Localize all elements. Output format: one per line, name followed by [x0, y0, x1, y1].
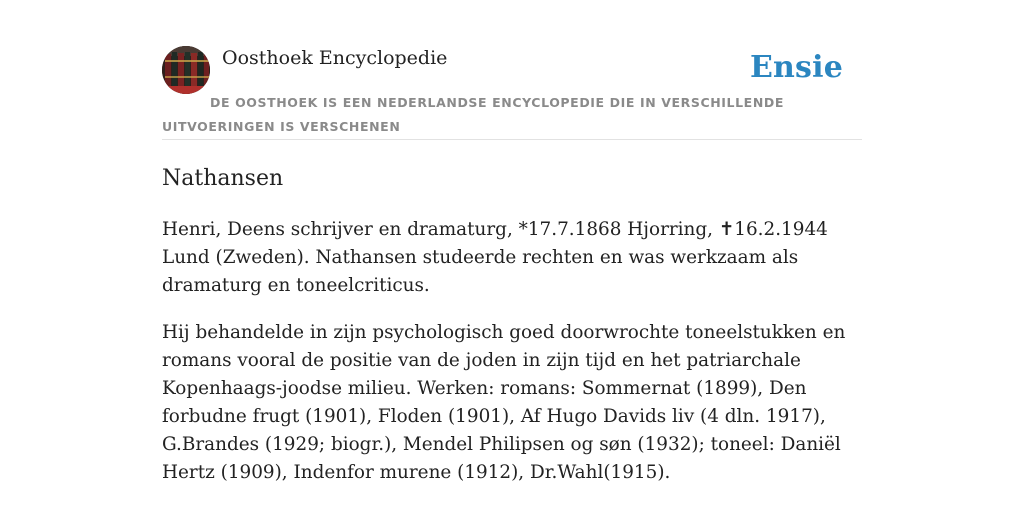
avatar[interactable] [162, 46, 210, 94]
article-title: Nathansen [162, 166, 284, 191]
brand-logo[interactable]: Ensie [749, 50, 843, 85]
site-name[interactable]: Oosthoek Encyclopedie [222, 47, 448, 69]
article-paragraph: Henri, Deens schrijver en dramaturg, *17.7.1868 Hjorring, ✝16.2.1944 Lund (Zweden). Nathansen studeerde rechten en was werkzaam als dramaturg en toneelcriticus. [162, 219, 828, 296]
page-container [162, 46, 862, 487]
site-header [162, 46, 862, 140]
article-paragraph: Hij behandelde in zijn psychologisch goed doorwrochte toneelstukken en romans vooral de positie van de joden in zijn tijd en het patriarchale Kopenhaags-joodse milieu. Werken: romans: Sommernat (1899), Den forbudne frugt (1901), Floden (1901), Af Hugo Davids liv (4 dln. 1917), G.Brandes (1929; biogr.), Mendel Philipsen og søn (1932); toneel: Daniël Hertz (1909), Indenfor murene (1912), Dr.Wahl(1915). [162, 322, 846, 483]
book-spines-icon [162, 46, 210, 94]
site-tagline: DE OOSTHOEK IS EEN NEDERLANDSE ENCYCLOPEDIE DIE IN VERSCHILLENDE UITVOERINGEN IS VERSCHENEN [162, 95, 784, 134]
